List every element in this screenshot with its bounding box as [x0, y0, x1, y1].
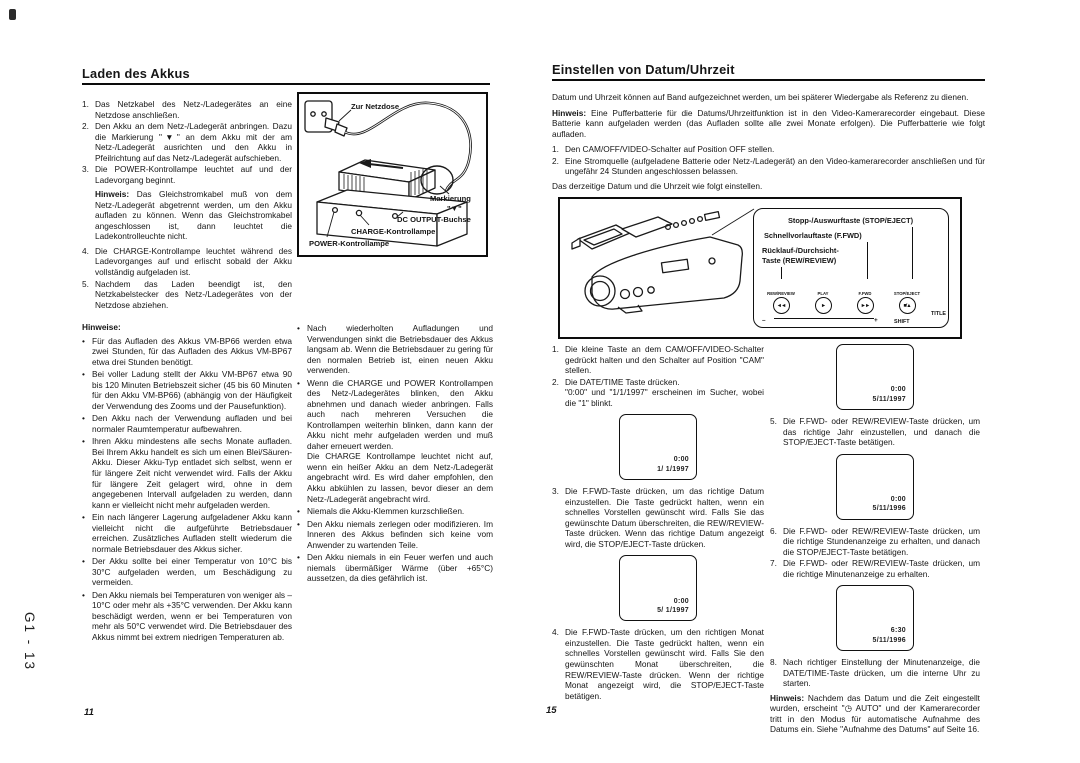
bullet-marker: •: [82, 413, 85, 424]
step-item: [82, 121, 292, 163]
bullet-marker: •: [297, 506, 300, 517]
osd-time: 0:00: [673, 597, 689, 605]
step-item: [770, 416, 980, 448]
right-page-intro: [552, 92, 985, 191]
button-callout-box: [753, 208, 949, 328]
osd-date: 5/ 1/1997: [657, 606, 689, 614]
viewfinder-screen-2: [619, 555, 697, 621]
note-label: Hinweis:: [770, 692, 805, 703]
bullet-text: Niemals die Akku-Klemmen kurzschließen.: [307, 506, 465, 517]
step-text: Die F.FWD-Taste drücken, um das richtige Datum einzustellen. Die Taste gedrückt halten, wenn ein schnelles Vorstellen gewünscht wird. Falls Sie das gewünschte Datum überschreiten, die REW/REVIEW-Taste drücken. Wenn das richtige Datum angezeigt wird, die STOP/EJECT-Taste drücken.: [565, 486, 764, 549]
step-text-sub: "0:00" und "1/1/1997" erscheinen im Sucher, wobei die "1" blinkt.: [565, 387, 764, 408]
step-text: Das Netzkabel des Netz-/Ladegerätes an eine Netzdose anschließen.: [95, 99, 292, 120]
right-page-column-2: [770, 344, 980, 735]
page-number-right: 15: [546, 705, 557, 716]
bullet-text: Den Akku niemals zerlegen oder modifizieren. Im Inneren des Akkus befinden sich keine vom Anwender zu wartenden Teile.: [307, 518, 493, 550]
bullet-text: Der Akku sollte bei einer Temperatur von 10°C bis 30°C aufgeladen werden, um Beschädigung zu vermeiden.: [92, 556, 292, 588]
spine-code: G1 - 13: [22, 612, 37, 672]
page-number-left: 11: [84, 707, 94, 718]
step-text: Den CAM/OFF/VIDEO-Schalter auf Position OFF stellen.: [565, 144, 775, 155]
bullet-item: [82, 369, 292, 411]
play-icon: ►: [815, 297, 832, 314]
bullet-marker: •: [82, 556, 85, 567]
step-item: [82, 164, 292, 185]
step-text: Nach richtiger Einstellung der Minutenanzeige, die DATE/TIME-Taste drücken, um die interne Uhr zu starten.: [783, 657, 980, 689]
step-number: 5.: [82, 278, 89, 289]
bullet-text: Den Akku niemals bei Temperaturen von weniger als –10°C oder mehr als +35°C verwenden. Der Akku kann beschädigt werden, wenn er bei Temperaturen von mehr als 50°C verwendet wird. Die Betriebsdauer des Akkus nimmt bei extrem niedrigen Temperaturen ab.: [92, 589, 293, 642]
bullet-text: Ein nach längerer Lagerung aufgeladener Akku kann vielleicht nicht die aufgeführte Betriebsdauer erreichen. Zusätzliches Aufladen stellt wiederum die normale Betriebsdauer des Akkus sicher.: [92, 512, 292, 554]
osd-readout: [657, 455, 689, 474]
hinweis-paragraph: [552, 108, 985, 140]
bullet-item: [82, 512, 292, 554]
bullet-item: [82, 556, 292, 588]
step-item: [770, 558, 980, 579]
shift-label: SHIFT: [894, 319, 910, 325]
callout-line-stop: [912, 227, 913, 279]
charger-label-charge: CHARGE-Kontrollampe: [351, 227, 436, 236]
osd-readout: [873, 626, 906, 645]
step-text: Die kleine Taste an dem CAM/OFF/VIDEO-Schalter gedrückt halten und den Schalter auf Position "CAM" stellen.: [565, 344, 764, 376]
osd-time: 0:00: [890, 495, 906, 503]
bullet-item: [82, 336, 292, 368]
rew-review-button-group: [760, 291, 802, 314]
step-text: Eine Stromquelle (aufgeladene Batterie oder Netz-/Ladegerät) an den Video-kamerarecorder anschließen und für ungefähr 24 Stunden angeschlossen belassen.: [565, 155, 985, 177]
charger-label-dc-output: DC OUTPUT-Buchse: [397, 215, 471, 224]
transport-button-row: [760, 291, 944, 314]
callout-line-ffwd: [867, 242, 868, 279]
step-item: [770, 657, 980, 689]
viewfinder-screen-4: [836, 454, 914, 520]
bullet-item: [82, 436, 292, 510]
note-label: Hinweis:: [95, 189, 130, 200]
bullet-item: [82, 590, 292, 643]
camcorder-illustration: [562, 199, 762, 333]
prep-step: [552, 156, 985, 177]
step-number: 3.: [82, 164, 89, 175]
step-number: 4.: [552, 627, 559, 638]
step-number: 1.: [552, 344, 559, 354]
step-text: Die F.FWD-Taste drücken, um den richtigen Monat einzustellen. Die Taste gedrückt halten, wenn ein schnelles Vorstellen gewünscht wird. Falls Sie den gewünschten Monat überschreiten, die REW/REVIEW-Taste drücken. Wenn der richtige Monat angezeigt wird, die STOP/EJECT-Taste betätigen.: [565, 627, 764, 701]
bullet-item: [297, 552, 493, 584]
step-number: 3.: [552, 486, 559, 497]
right-page-column-1: [552, 344, 764, 702]
note-text: Das Gleichstromkabel muß von dem Netz-/Ladegerät abgetrennt werden, um den Akku aufladen zu können. Wenn das Gleichstromkabel angeschlossen ist, dann leuchtet die Ladekontrolleuchte nicht.: [95, 189, 292, 242]
step-item: [552, 486, 764, 549]
lead-paragraph: Das derzeitige Datum und die Uhrzeit wie folgt einstellen.: [552, 180, 763, 191]
osd-date: 1/ 1/1997: [657, 465, 689, 473]
left-page-column-1: [82, 99, 292, 645]
bullet-marker: •: [82, 512, 85, 523]
step-number: 2.: [552, 376, 559, 387]
callout-label-rew-line1: Rücklauf-/Durchsicht-: [762, 246, 839, 255]
osd-time: 0:00: [673, 456, 689, 464]
step-item: [552, 627, 764, 701]
osd-time: 6:30: [890, 627, 906, 635]
ffwd-label: F.FWD: [858, 291, 872, 296]
scan-artifact: [9, 9, 16, 20]
viewfinder-screen-1: [619, 414, 697, 480]
charger-label-netzdose: Zur Netzdose: [351, 102, 400, 111]
play-button-group: [802, 291, 844, 314]
bullet-item: [297, 323, 493, 376]
bullet-marker: •: [82, 335, 85, 346]
charger-label-power: POWER-Kontrollampe: [309, 239, 390, 248]
osd-date: 5/11/1996: [872, 505, 906, 513]
charger-diagram-frame: [297, 92, 488, 257]
bullet-marker: •: [82, 436, 85, 447]
title-label: TITLE: [931, 311, 946, 317]
osd-date: 5/11/1997: [872, 395, 906, 403]
bullet-marker: •: [297, 377, 300, 388]
callout-label-ffwd: Schnellvorlauftaste (F.FWD): [764, 231, 862, 240]
bullet-text: Ihren Akku mindestens alle sechs Monate aufladen. Bei Ihrem Akku handelt es sich um einen Blei/Säuren-Akku. Dieser Akku-Typ entladet sich selbst, wenn er für längere Zeit nicht verwendet wird. Falls der Akku für längere Zeit gelagert wird, ohne in dem angegebenen Intervall aufgeladen zu werden, dann kann er vielleicht nicht mehr aufgeladen werden.: [92, 436, 292, 510]
charger-label-markierung-symbol: "▼": [447, 204, 462, 213]
rew-review-label: REW/REVIEW: [767, 291, 795, 296]
step-text: Den Akku an dem Netz-/Ladegerät anbringen. Dazu die Markierung "▼" an dem Akku mit der am Netz-/Ladegerät ausrichten und den Akku in Pfeilrichtung auf das Netz-/Ladegerät aufschieben.: [95, 121, 292, 163]
step-number: 8.: [770, 657, 777, 668]
bullet-text-extra: Die CHARGE Kontrollampe leuchtet nicht auf, wenn ein heißer Akku an dem Netz-/Ladegerät angebracht wird. Es wird daher empfohlen, den Akku abkühlen zu lassen, bevor dieser an dem Netz-/Ladegerät angebracht wird.: [307, 451, 493, 504]
step-number: 6.: [770, 525, 777, 536]
step-number: 4.: [82, 245, 89, 256]
step-item: [770, 526, 980, 558]
step-item: [82, 99, 292, 120]
minus-mark: –: [762, 317, 766, 324]
callout-line-rew: [781, 267, 782, 279]
step-item: [82, 279, 292, 311]
note-text: Eine Pufferbatterie für die Datums/Uhrzeitfunktion ist in den Video-Kamerarecorder eingebaut. Diese Batterie kann aufgeladen werden (das Aufladen sollte alle zwei Monate erfolgen). Die Pufferbatterie wie folgt aufladen.: [552, 107, 985, 139]
bullet-item: [297, 506, 493, 517]
bullet-marker: •: [82, 589, 85, 600]
prep-step: [552, 144, 985, 155]
bullet-text: Bei voller Ladung stellt der Akku VM-BP67 etwa 90 bis 120 Minuten Betriebszeit sicher (45 bis 60 Minuten für den Akku VM-BP66) (abhängig von der Häufigkeit der Verwendung des Zooms und der Pausefunktion).: [92, 369, 292, 411]
ffwd-icon: ►►: [857, 297, 874, 314]
bullet-text: Nach wiederholten Aufladungen und Verwendungen sinkt die Betriebsdauer des Akkus langsam ab. Wenn die Betriebsdauer zu gering für den normalen Betrieb ist, einen neuen Akku verwenden.: [307, 323, 493, 376]
bullet-text-main: Wenn die CHARGE und POWER Kontrollampen des Netz-/Ladegerätes blinken, den Akku abnehmen und danach wieder anbringen. Falls auch nach mehreren Versuchen die Kontrollampen weiterhin blinken, dann kann der Akku nicht mehr aufgeladen werden und muß daher erneuert werden.: [307, 377, 493, 451]
bullet-item: [82, 413, 292, 434]
osd-readout: [873, 385, 906, 404]
step-note: [95, 189, 292, 242]
step-text-main: Die DATE/TIME Taste drücken.: [565, 376, 680, 387]
intro-paragraph: Datum und Uhrzeit können auf Band aufgezeichnet werden, um bei späterer Wiedergabe als Referenz zu dienen.: [552, 92, 969, 102]
step-text: Die F.FWD- oder REW/REVIEW-Taste drücken, um die richtige Stundenanzeige zu erhalten, und danach die STOP/EJECT-Taste betätigen.: [783, 525, 980, 557]
bullet-marker: •: [297, 518, 300, 529]
bullet-marker: •: [297, 552, 300, 563]
bullet-item: [297, 378, 493, 504]
step-item: [552, 344, 764, 376]
page-title-einstellen-datum-uhrzeit: Einstellen von Datum/Uhrzeit: [552, 62, 985, 81]
step-text: Die F.FWD- oder REW/REVIEW-Taste drücken, um das richtige Jahr einzustellen, und danach die STOP/EJECT-Taste betätigen.: [783, 416, 980, 448]
stop-eject-icon: ■/▲: [899, 297, 916, 314]
step-text: Die CHARGE-Kontrollampe leuchtet während des Ladevorganges auf und erlischt sobald der Akku vollständig aufgeladen ist.: [95, 245, 292, 277]
osd-time: 0:00: [890, 386, 906, 394]
plus-mark: +: [874, 317, 878, 324]
stop-eject-button-group: [886, 291, 928, 314]
direction-line: [774, 317, 874, 319]
step-text: Die POWER-Kontrollampe leuchtet auf und der Ladevorgang beginnt.: [95, 164, 292, 185]
bullet-text: Für das Aufladen des Akkus VM-BP66 werden etwa zwei Stunden, für das Aufladen des Akkus VM-BP67 etwa drei Stunden benötigt.: [92, 335, 292, 367]
osd-readout: [873, 495, 906, 514]
play-label: PLAY: [817, 291, 829, 296]
callout-label-rew-line2: Taste (REW/REVIEW): [762, 256, 837, 265]
step-number: 7.: [770, 558, 777, 569]
step-text: Nachdem das Laden beendigt ist, den Netzkabelstecker des Netz-/Ladegerätes von der Netzdose abziehen.: [95, 278, 292, 310]
step-number: 1.: [82, 99, 89, 109]
step-item: [82, 246, 292, 278]
viewfinder-screen-5: [836, 585, 914, 651]
step-number: 1.: [552, 144, 559, 155]
hinweise-heading: Hinweise:: [82, 322, 121, 333]
hinweis-paragraph: [770, 693, 980, 735]
step-item: [552, 377, 764, 409]
bullet-item: [297, 519, 493, 551]
step-number: 2.: [552, 155, 559, 166]
bullet-text: [307, 378, 493, 504]
stop-eject-label: STOP/EJECT: [893, 291, 921, 296]
callout-label-stop-eject: Stopp-/Auswurftaste (STOP/EJECT): [788, 216, 914, 225]
charger-label-markierung: Markierung: [430, 194, 471, 203]
note-text: Nachdem das Datum und die Zeit eingestellt wurden, erscheint "◷ AUTO" und der Kamerarecorder tritt in den Modus für automatische Aufnahme des Datums ein. Siehe "Aufnahme des Datums" auf Seite 16.: [770, 692, 980, 735]
step-number: 5.: [770, 416, 777, 426]
bullet-marker: •: [297, 323, 300, 333]
viewfinder-screen-3: [836, 344, 914, 410]
step-text: [565, 377, 764, 409]
camcorder-diagram-frame: [558, 197, 962, 339]
rew-review-icon: ◄◄: [773, 297, 790, 314]
note-label: Hinweis:: [552, 107, 587, 118]
ffwd-button-group: [844, 291, 886, 314]
step-number: 2.: [82, 121, 89, 132]
osd-readout: [657, 597, 689, 616]
left-page-column-2: [297, 323, 493, 586]
bullet-text: Den Akku niemals in ein Feuer werfen und auch niemals übermäßiger Wärme (über +65°C) aussetzen, da dies gefährlich ist.: [307, 552, 493, 584]
osd-date: 5/11/1996: [872, 636, 906, 644]
step-text: Die F.FWD- oder REW/REVIEW-Taste drücken, um die richtige Minutenanzeige zu erhalten.: [783, 558, 980, 579]
page-title-laden-des-akkus: Laden des Akkus: [82, 66, 490, 85]
bullet-text: Den Akku nach der Verwendung aufladen und bei normaler Raumtemperatur aufbewahren.: [92, 413, 292, 434]
bullet-marker: •: [82, 369, 85, 380]
